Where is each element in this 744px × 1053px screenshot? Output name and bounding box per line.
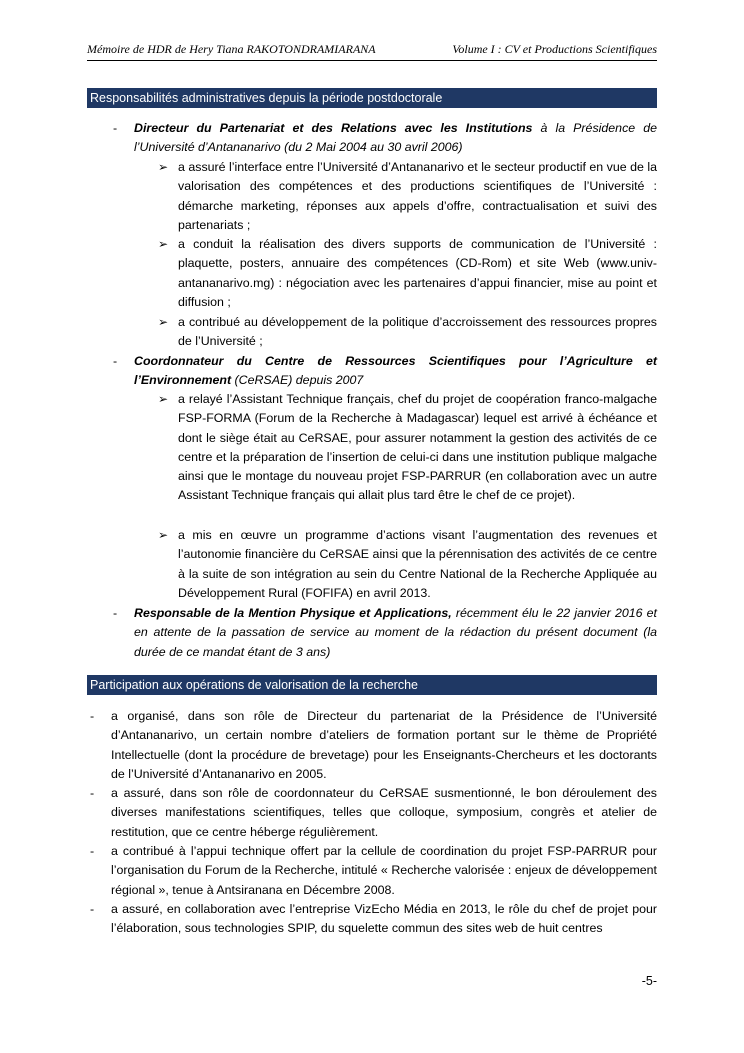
valorisation-item: a assuré, en collaboration avec l’entreprise VizEcho Média en 2013, le rôle du chef de projet pour l’élaboration, sous technologies SPIP, du squelette commun des sites web de huit centres xyxy=(111,902,657,936)
role-cersae xyxy=(134,352,657,391)
section-heading-valorisation: Participation aux opérations de valorisation de la recherche xyxy=(87,675,657,695)
arrow-bullet-icon: ➢ xyxy=(158,392,169,406)
role-detail: récemment élu le 22 janvier 2016 et en attente de la passation de service au moment de la rédaction du présent document (la durée de ce mandat étant de 3 ans) xyxy=(134,606,657,659)
running-header xyxy=(87,42,657,61)
role-item: a mis en œuvre un programme d’actions visant l’augmentation des revenues et l’autonomie financière du CeRSAE ainsi que la pérennisation des activités de ce centre à la suite de son intégration au sein du Centre National de la Recherche Appliquée au Développement Rural (FOFIFA) en avril 2013. xyxy=(178,528,657,600)
dash-bullet: - xyxy=(90,902,95,916)
role-title: Coordonnateur du Centre de Ressources Scientifiques pour l’Agriculture et l’Environnement xyxy=(134,354,657,388)
role-detail: à la Présidence de l’Université d’Antananarivo (du 2 Mai 2004 au 30 avril 2006) xyxy=(134,121,657,155)
role-mention xyxy=(134,604,657,662)
role-detail: (CeRSAE) depuis 2007 xyxy=(231,373,364,388)
dash-bullet: - xyxy=(113,121,118,135)
header-volume: Volume I : CV et Productions Scientifiques xyxy=(452,42,657,56)
valorisation-item: a contribué à l’appui technique offert par la cellule de coordination du projet FSP-PARRUR pour l’organisation du Forum de la Recherche, intitulé « Recherche valorisée : enjeux de développement régional », tenue à Antsiranana en Décembre 2008. xyxy=(111,844,657,897)
dash-bullet: - xyxy=(90,786,95,800)
role-title: Responsable de la Mention Physique et Applications, xyxy=(134,606,452,620)
role-title: Directeur du Partenariat et des Relations avec les Institutions xyxy=(134,121,533,135)
section-heading-administrative: Responsabilités administratives depuis la période postdoctorale xyxy=(87,88,657,108)
dash-bullet: - xyxy=(90,709,95,723)
role-item: a relayé l’Assistant Technique français, chef du projet de coopération franco-malgache FSP-FORMA (Forum de la Recherche à Madagascar) lequel est arrivé à échéance et dont le siège était au CeRSAE, pour assurer notamment la gestion des activités de ce centre et la préparation de l’insertion de celui-ci dans une institution publique malgache ainsi que le montage du nouveau projet FSP-PARRUR (en collaboration avec un autre Assistant Technique français qui allait plus tard être le chef de ce projet). xyxy=(178,392,657,503)
dash-bullet: - xyxy=(113,354,118,368)
role-item: a contribué au développement de la politique d’accroissement des ressources propres de l’Université ; xyxy=(178,315,657,349)
role-item: a conduit la réalisation des divers supports de communication de l’Université : plaquette, posters, annuaire des compétences (CD-Rom) et site Web (www.univ-antananarivo.mg) : négociation avec les partenaires d’appui financier, mise au point et diffusion ; xyxy=(178,237,657,309)
valorisation-item: a organisé, dans son rôle de Directeur du partenariat de la Présidence de l’Université d’Antananarivo, un certain nombre d’ateliers de formation portant sur le thème de Propriété Intellectuelle (dont la procédure de brevetage) pour les Enseignants-Chercheurs et les doctorants de l’Université d’Antananarivo en 2005. xyxy=(111,709,657,781)
arrow-bullet-icon: ➢ xyxy=(158,160,169,174)
arrow-bullet-icon: ➢ xyxy=(158,528,169,542)
page-number: -5- xyxy=(641,974,657,988)
role-partenariat xyxy=(134,119,657,158)
arrow-bullet-icon: ➢ xyxy=(158,237,169,251)
role-item: a assuré l’interface entre l’Université d’Antananarivo et le secteur productif en vue de la valorisation des compétences et des productions scientifiques de l’Université : démarche marketing, réponses aux appels d’offre, contractualisation et suivi des partenariats ; xyxy=(178,160,657,232)
dash-bullet: - xyxy=(113,606,118,620)
header-author: Mémoire de HDR de Hery Tiana RAKOTONDRAMIARANA xyxy=(87,42,376,56)
arrow-bullet-icon: ➢ xyxy=(158,315,169,329)
dash-bullet: - xyxy=(90,844,95,858)
valorisation-item: a assuré, dans son rôle de coordonnateur du CeRSAE susmentionné, le bon déroulement des diverses manifestations scientifiques, telles que colloque, symposium, congrès et atelier de restitution, que ce centre héberge régulièrement. xyxy=(111,786,657,839)
